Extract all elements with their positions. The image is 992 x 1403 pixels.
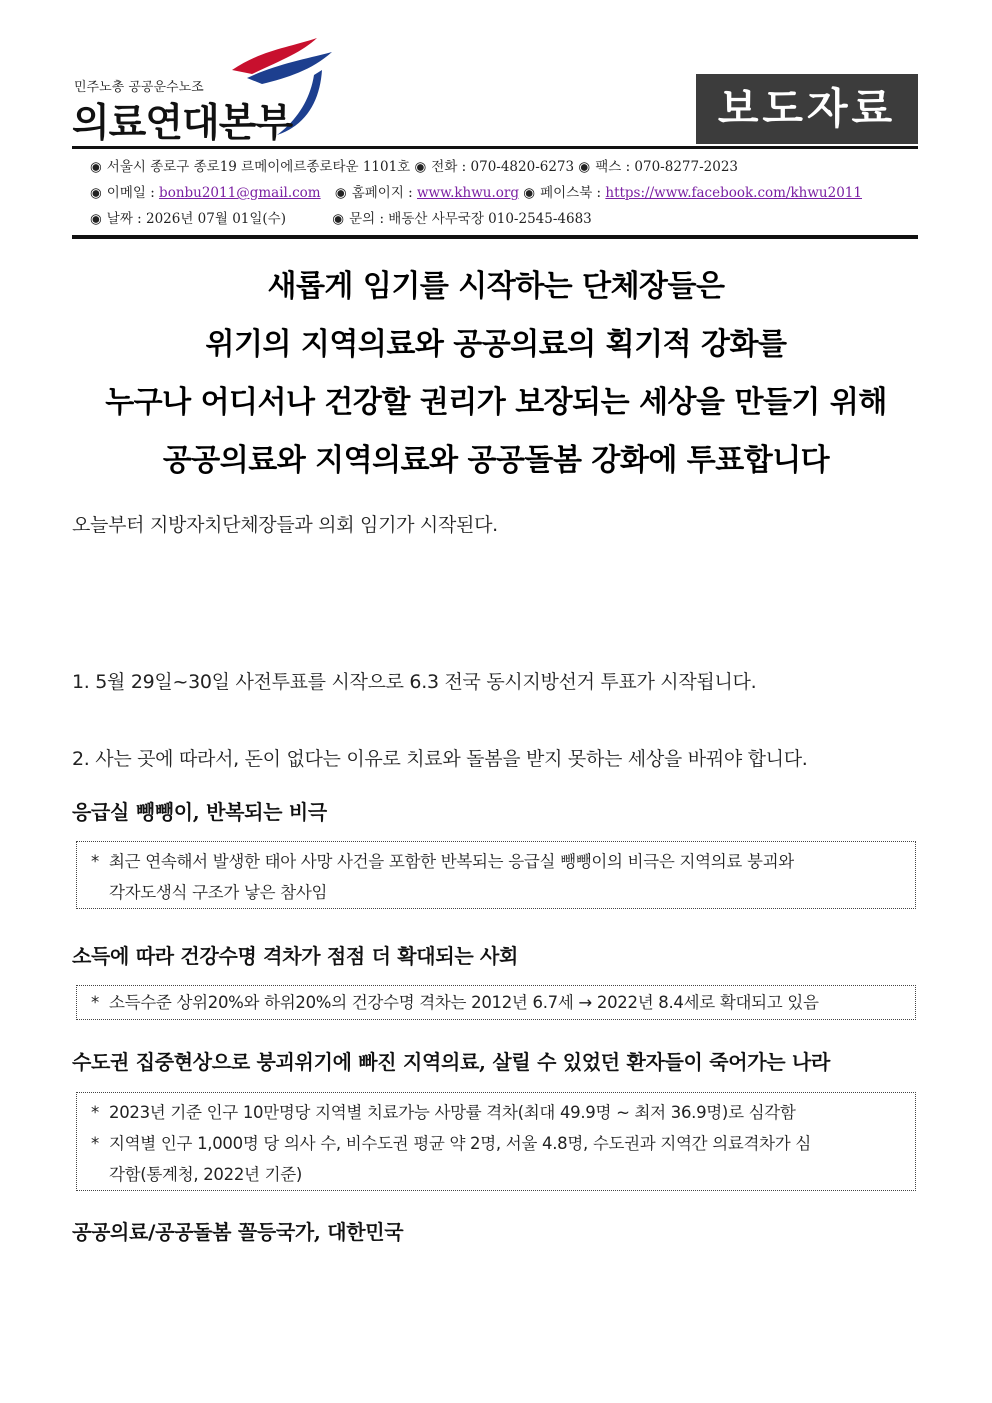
headline — [0, 258, 992, 490]
contact-info — [90, 156, 916, 234]
bullet-icon: ◉ — [90, 185, 102, 201]
note-item-continued: 각함(통계청, 2022년 기준) — [109, 1165, 303, 1184]
section-title: 소득에 따라 건강수명 격차가 점점 더 확대되는 사회 — [72, 944, 519, 968]
address-text: 서울시 종로구 종로19 르메이에르종로타운 1101호 — [106, 159, 411, 175]
facebook-label: 페이스북 : — [540, 185, 606, 201]
note-box — [76, 841, 916, 909]
fax-text: 팩스 : 070-8277-2023 — [595, 159, 739, 175]
email-link[interactable]: bonbu2011@gmail.com — [159, 185, 321, 201]
intro-paragraph: 오늘부터 지방자치단체장들과 의회 임기가 시작된다. — [72, 514, 498, 536]
homepage-label: 홈페이지 : — [351, 185, 417, 201]
headline-line: 누구나 어디서나 건강할 권리가 보장되는 세상을 만들기 위해 — [105, 385, 887, 420]
facebook-link[interactable]: https://www.facebook.com/khwu2011 — [605, 185, 862, 201]
homepage-link[interactable]: www.khwu.org — [417, 185, 519, 201]
letterhead — [72, 30, 918, 150]
logo-title: 의료연대본부 — [72, 101, 293, 146]
date-text: 날짜 : 2026년 07월 01일(수) — [106, 211, 286, 227]
info-line-date — [90, 208, 916, 234]
contact-text: 문의 : 배동산 사무국장 010-2545-4683 — [349, 211, 592, 227]
info-divider — [72, 235, 918, 239]
point-2: 2. 사는 곳에 따라서, 돈이 없다는 이유로 치료와 돌봄을 받지 못하는 세상을 바꿔야 합니다. — [72, 748, 808, 770]
section-title: 응급실 뺑뺑이, 반복되는 비극 — [72, 800, 327, 824]
bullet-icon: ◉ — [523, 185, 536, 201]
section-title: 공공의료/공공돌봄 꼴등국가, 대한민국 — [72, 1220, 404, 1244]
bullet-icon: ◉ — [578, 159, 591, 175]
bullet-icon: ◉ — [334, 185, 347, 201]
headline-line: 공공의료와 지역의료와 공공돌봄 강화에 투표합니다 — [162, 443, 830, 478]
note-item: * 2023년 기준 인구 10만명당 지역별 치료가능 사망률 격차(최대 49.9명 ~ 최저 36.9명)로 심각함 — [91, 1103, 796, 1122]
bullet-icon: ◉ — [414, 159, 427, 175]
logo-subtitle: 민주노총 공공운수노조 — [74, 80, 204, 95]
section-title: 수도권 집중현상으로 붕괴위기에 빠진 지역의료, 살릴 수 있었던 환자들이 죽어가는 나라 — [72, 1050, 831, 1074]
info-line-address — [90, 156, 916, 182]
note-item: * 최근 연속해서 발생한 태아 사망 사건을 포함한 반복되는 응급실 뺑뺑이의 비극은 지역의료 붕괴와 — [91, 852, 794, 871]
info-line-web — [90, 182, 916, 208]
note-box — [76, 985, 916, 1020]
bullet-icon: ◉ — [332, 211, 345, 227]
press-release-badge: 보도자료 — [696, 74, 918, 144]
headline-line: 위기의 지역의료와 공공의료의 획기적 강화를 — [205, 327, 787, 362]
email-label: 이메일 : — [106, 185, 160, 201]
note-item: * 소득수준 상위20%와 하위20%의 건강수명 격차는 2012년 6.7세 → 2022년 8.4세로 확대되고 있음 — [91, 993, 819, 1012]
point-1: 1. 5월 29일~30일 사전투표를 시작으로 6.3 전국 동시지방선거 투표가 시작됩니다. — [72, 671, 757, 693]
bullet-icon: ◉ — [90, 159, 102, 175]
headline-line: 새롭게 임기를 시작하는 단체장들은 — [267, 269, 725, 304]
note-item-continued: 각자도생식 구조가 낳은 참사임 — [109, 883, 328, 902]
header-divider — [72, 146, 918, 149]
phone-text: 전화 : 070-4820-6273 — [431, 159, 575, 175]
note-item: * 지역별 인구 1,000명 당 의사 수, 비수도권 평균 약 2명, 서울 4.8명, 수도권과 지역간 의료격차가 심 — [91, 1134, 812, 1153]
note-box — [76, 1092, 916, 1191]
union-logo — [72, 30, 372, 146]
bullet-icon: ◉ — [90, 211, 102, 227]
